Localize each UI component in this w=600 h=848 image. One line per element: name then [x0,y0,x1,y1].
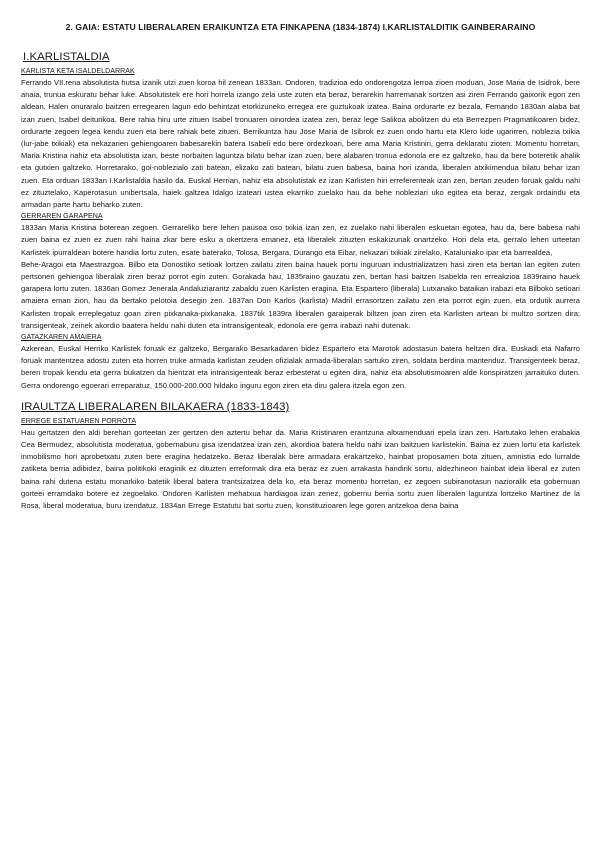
paragraph-karlistak: Ferrando VII.rena absolutista hutsa izanik utzi zuen koroa hil zenean 1833an. Ondoren, tradizioa edo ondorengotza lerroa zioen moduan, Jose Maria de Isidrok, bere anaia, trunua eskuratu behar luke. Absolutistek ere hori horrela izango zela uste zuten eta beraz, berarekin harremanak sortzen asi ziren Ferrando gaixorik egon zen aldean. Halen onuraralo baitzen erregearen lagun edo behintzat etorkizuneko erregea ere guztukoak izatea. Baina ordurarte ez bezala, Fernando 1830an alaba bat izan zuen, Isabel deiturikoa. Bere rahia hiru urte zituen Isabel tronuaren oinordea izatea zen, beraz lege Salikoa abolitzen du eta Berrezpen Pragmatikoaren bidez, ordurarte zegoen legea kendu zuen eta bere rahiak bete zituen. Berrikuntza hau Jose Maria de Isibrok ez zuen ondo hartu eta Klero kide ugarirren, noblezia txikia (lur-jabe txikiak) eta nekazarien gehiengoaren babesarekin batera Isabeli edo bere ordezkoari, bere ama Maria Kristiniri, gerra deklaratu zioten. Momentu horretan, Maria Kristina nahiz eta absolutista izan, beste norbaiten laguntza bilatu behar izan zuen, bere alabaren tronua edonola ere ez galtzeko, hau da bere boteretik ahalik eta gutxien galtzeko. Horretarako, goi-noblezialo zati batean, elizako zati batean, bilatu zuen babesa, baina hori izanda, liberalen atxikimendua bilatu behar izan zuen. Eta orduan 1833an I.Karlistaldia hasilo da. Euskal Herrian, nahiz eta absolutistak ez izan Karlisten hiri erreferenteak izan zen, bertan zeuden foruak galdu nahi ez zituztelako, Kaperotasun unibertsala, haiek galtzea Idalgo izateari ustea ekarriko zuelako hau da behe nobleziari uko egitea eta beraz, zergak ordaindu eta armadan parte hartu beharko zuten. [21,78,580,210]
paragraph-errege-estatutua: Hau gertatzen den aldi berehan gorteetan zer gertzen den aztertu behar da. Maria Kristinaren erantzuna altxamenduari epela izan zen. Hartutako lehen erabakia Cea Bermudez, absolutista moderatua, gobernaburu gisa izendatzea izan zen, akordioa batera heldu nahi izan baitzuen karlistekin. Baina ez zuen lortu eta karlistek inmobilismo hori aprobetxatu zuten bere eragina hedatzeko. Beraz liberalak bere armadara erakartzeko, hainbat proposamen bota zituen, amnistia edo lurralde zatiketa berria adibidez, baina politikoki eraginik ez dituzten erreformak dira eta beraz ez zuen arrakasta handirik sortu, aldezhineon hainbat ideia liberal ez zuten baina rahi dutena estatu monarkiko batetik liberal batera trantsizatzea dela ko, eta beraz momentu horretan, ez zegoen subiranotasun nazioralik eta gobernuan gorteei erramdako botere ez zegoelako. Ondoren Karlisten mehatxua hardiagoa izan zenez, gobernu berria sortu zuen liberalen laguntza lortzeko Martinez de la Rosa, liberal moderatua, buru izendatuz. 1834an Erregе Estatutu bat sortu zuen, konstituzioaren lege goren antzekoa dena baina [21,427,580,511]
sub-heading-gatazkaren-amaiera: GATAZKAREN AMAIERA [21,333,102,342]
document-title: 2. GAIA: ESTATU LIBERALAREN ERAIKUNTZA ETA FINKAPENA (1834-1874) I.KARLISTALDITIK GAINBERARAINO [65,22,536,32]
sub-heading-errege-estatutua: ERREGE ESTATUAREN PORROTA [21,416,137,425]
sub-heading-karlistak: KARLISTA KETA ISALDELDARRAK [21,67,135,75]
paragraph-garapena-2: Behe-Aragoi eta Maestrazgoa. Bilbo eta Donostiko setioak lortzen zailatu ziren baina hauek portu inguruan industrializatzen hasi ziren eta bertan lan egiten zuten pertsonen gehiengoa liberalak ziren beraz porrot egin zuten. Gorakada hau, 1835raino gauzatu zen, bertan hasi baitzen Isabelda ren erreakzioa 1839raino hauek garapera lortu zuten. 1836an Gomez Jenerala Andaluziarantz zabaldu zuen Karlisten eragina. Eta Espartero (liberala) Lutxanako bataikan irabazi eta Bilboko setioari amaiera eman zion, hau da bertako pelotoia desegin zen. 1837an Don Karlos (karlista) Madril errasortzen zailatu zen eta porrot egin zuen, eta ordutik aurrera Karlisten tropak erreplegatuz goan ziren pixkanaka-pixkanaka. 1837tik 1839ra liberalen garaiperak biltzen joan ziren eta Karlisten artean bi multzo sortzen dira; transigenteak, zeinek akordio baatera heldu nahi duten eta intransigenteak, edonola ere gerra irabazi nahi dutenak. [21,259,580,330]
section-heading-iraultza-liberala: IRAULTZA LIBERALAREN BILAKAERA (1833-1843) [21,400,290,413]
paragraph-garapena-1: 1833an Maria Kristina boterean zegoen. Gerrareliko bere lehen pausoa oso txikia izan zen, ez zuelako nahi liberalen eskuetan egotea, hau da, bere babesa nahi zuen baina ez zuen ez zuen rahi haina zkar bere esku a okertzera emanez, eta liberalek zituzten eskakizunak onartzeko. Hori dela eta, gerralo lehen urteetan Karlistek ipurraldean botere handia lortu zuten, esate baterako, Tolosa, Bergara, Durango eta Eibar, nekazari txikiak zirelako, Kataluniako ipar eta barrealdea, [21,223,580,257]
sub-heading-gerraren-garapena: GERRAREN GARAPENA [21,212,103,221]
paragraph-amaiera: Azkerean, Euskal Herriko Karlistek foruak ez galtzeko, Bergarako Besarkadaren bidez Espartero eta Marotok adostasun batera heltzen dira. Euskadi eta Nafarro foruak mantentzea adostu zuten eta horren truke armada karlistan zeuden ofizialak armada-liberalan sartuko ziren, soldata berdina mantenduz. Transigenteek beraz, beren tropak kendu eta gerra bukatzen da hientzat eta intransigenteak beraz erbesterat u egiten dira, nahiz eta absolutismoaren alde konspiratzen jarraituko duten. Gerra ondorengo egoerari erreparatuz, 150.000-200.000 hildako inguru egon ziren eta diru galera itzela egon zen. [21,344,580,390]
section-heading-karlistaldia: I.KARLISTALDIA [23,51,110,63]
